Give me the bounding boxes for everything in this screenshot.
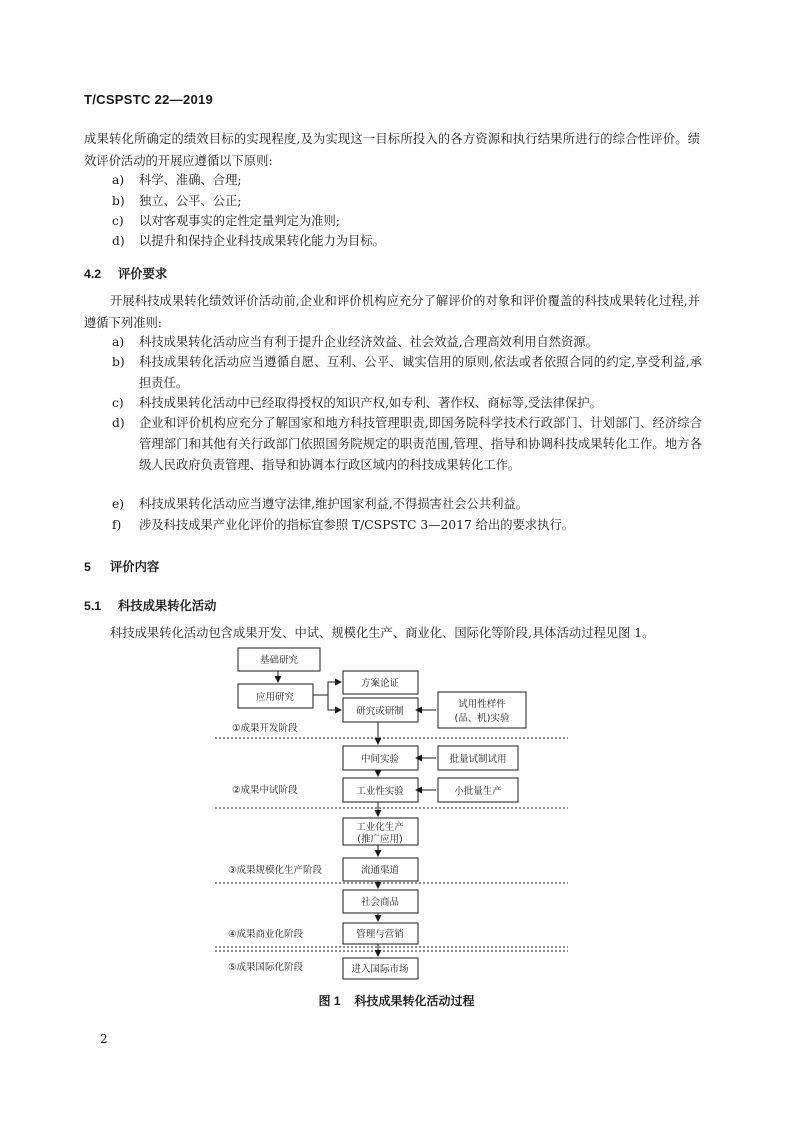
label-industrial-production-line1: 工业化生产 xyxy=(356,822,404,833)
item-text: 科技成果转化活动应当遵循自愿、互利、公平、诚实信用的原则,依法或者依照合同的约定,享受利益,承担责任。 xyxy=(139,355,702,390)
principle-item-d xyxy=(112,231,702,252)
section-title: 评价要求 xyxy=(118,267,168,281)
item-text: 企业和评价机构应充分了解国家和地方科技管理职责,即国务院科学技术行政部门、计划部门、经济综合管理部门和其他有关行政部门依照国务院规定的职责范围,管理、指导和协调科技成果转化工作。地方各级人民政府负责管理、指导和协调本行政区域内的科技成果转化工作。 xyxy=(139,416,702,472)
label-management-marketing: 管理与营销 xyxy=(356,929,404,940)
figure-1-flowchart xyxy=(210,640,570,982)
requirement-item-c xyxy=(112,393,702,414)
principle-item-b xyxy=(112,191,702,212)
item-label: f) xyxy=(112,518,122,532)
stage-label-internationalization: ⑤成果国际化阶段 xyxy=(228,962,304,973)
item-text: 科技成果转化活动应当遵守法律,维护国家利益,不得损害社会公共利益。 xyxy=(139,497,529,511)
principle-item-c xyxy=(112,211,702,232)
item-label: d) xyxy=(112,234,125,248)
item-text: 独立、公平、公正; xyxy=(139,194,242,208)
section-title: 科技成果转化活动 xyxy=(118,599,217,613)
label-industrial-production-line2: (推广应用) xyxy=(357,834,403,845)
document-code-header: T/CSPSTC 22—2019 xyxy=(84,92,214,107)
label-plan-demonstration: 方案论证 xyxy=(360,678,400,689)
item-text: 科技成果转化活动中已经取得授权的知识产权,如专利、著作权、商标等,受法律保护。 xyxy=(139,396,602,410)
arrow-applied-to-research xyxy=(328,695,341,710)
item-label: b) xyxy=(112,194,125,208)
item-text: 科技成果转化活动应当有利于提升企业经济效益、社会效益,合理高效利用自然资源。 xyxy=(139,335,598,349)
label-industrial-experiment: 工业性实验 xyxy=(356,786,404,797)
label-basic-research: 基础研究 xyxy=(259,655,299,666)
section-number: 5 xyxy=(84,560,91,574)
item-label: a) xyxy=(112,173,125,187)
label-international-market: 进入国际市场 xyxy=(351,964,409,975)
figure-title: 科技成果转化活动过程 xyxy=(354,994,475,1008)
stage-label-scale-production: ③成果规模化生产阶段 xyxy=(228,865,323,876)
requirement-item-e xyxy=(112,494,702,515)
label-distribution-channel: 流通渠道 xyxy=(360,865,400,876)
item-text: 涉及科技成果产业化评价的指标宜参照 T/CSPSTC 3—2017 给出的要求执行。 xyxy=(139,518,575,532)
section-number: 5.1 xyxy=(84,599,102,613)
item-text: 以提升和保持企业科技成果转化能力为目标。 xyxy=(139,234,385,248)
item-label: d) xyxy=(112,416,125,430)
item-text: 以对客观事实的定性定量判定为准则; xyxy=(139,214,340,228)
label-social-goods: 社会商品 xyxy=(360,897,400,908)
label-applied-research: 应用研究 xyxy=(255,692,295,703)
section-number: 4.2 xyxy=(84,267,102,281)
section-4-2-intro: 开展科技成果转化绩效评价活动前,企业和评价机构应充分了解评价的对象和评价覆盖的科技成果转化过程,并遵循下列准则: xyxy=(84,294,700,330)
requirement-item-f xyxy=(112,515,702,536)
label-batch-trial: 批量试制试用 xyxy=(449,754,507,765)
section-5-heading xyxy=(84,557,159,575)
principle-item-a xyxy=(112,170,702,191)
item-label: a) xyxy=(112,335,125,349)
item-text: 科学、准确、合理; xyxy=(139,173,242,187)
item-label: c) xyxy=(112,214,124,228)
item-label: c) xyxy=(112,396,124,410)
stage-label-pilot: ②成果中试阶段 xyxy=(232,785,298,796)
stage-label-development: ①成果开发阶段 xyxy=(232,723,298,734)
label-research-development: 研究或研制 xyxy=(356,706,404,717)
label-trial-sample-line1: 试用性样件 xyxy=(458,699,506,710)
requirement-item-d xyxy=(112,413,702,476)
label-trial-sample-line2: (品、机)实验 xyxy=(454,713,510,724)
label-small-batch: 小批量生产 xyxy=(454,786,502,797)
section-4-1-intro: 成果转化所确定的绩效目标的实现程度,及为实现这一目标所投入的各方资源和执行结果所进行的综合性评价。绩效评价活动的开展应遵循以下原则: xyxy=(84,132,700,168)
item-label: b) xyxy=(112,355,125,369)
requirement-item-a xyxy=(112,332,702,353)
figure-number: 图 1 xyxy=(318,994,341,1008)
section-5-1-intro: 科技成果转化活动包含成果开发、中试、规模化生产、商业化、国际化等阶段,具体活动过程见图 1。 xyxy=(110,626,655,640)
requirement-item-b xyxy=(112,352,702,394)
stage-label-commercialization: ④成果商业化阶段 xyxy=(228,929,304,940)
page-number: 2 xyxy=(100,1032,108,1046)
arrow-applied-to-plan xyxy=(313,682,341,695)
section-title: 评价内容 xyxy=(110,560,160,574)
figure-1-caption xyxy=(0,992,793,1009)
section-4-2-heading xyxy=(84,264,167,282)
item-label: e) xyxy=(112,497,125,511)
section-5-1-heading xyxy=(84,596,216,614)
label-pilot-experiment: 中间实验 xyxy=(360,754,400,765)
